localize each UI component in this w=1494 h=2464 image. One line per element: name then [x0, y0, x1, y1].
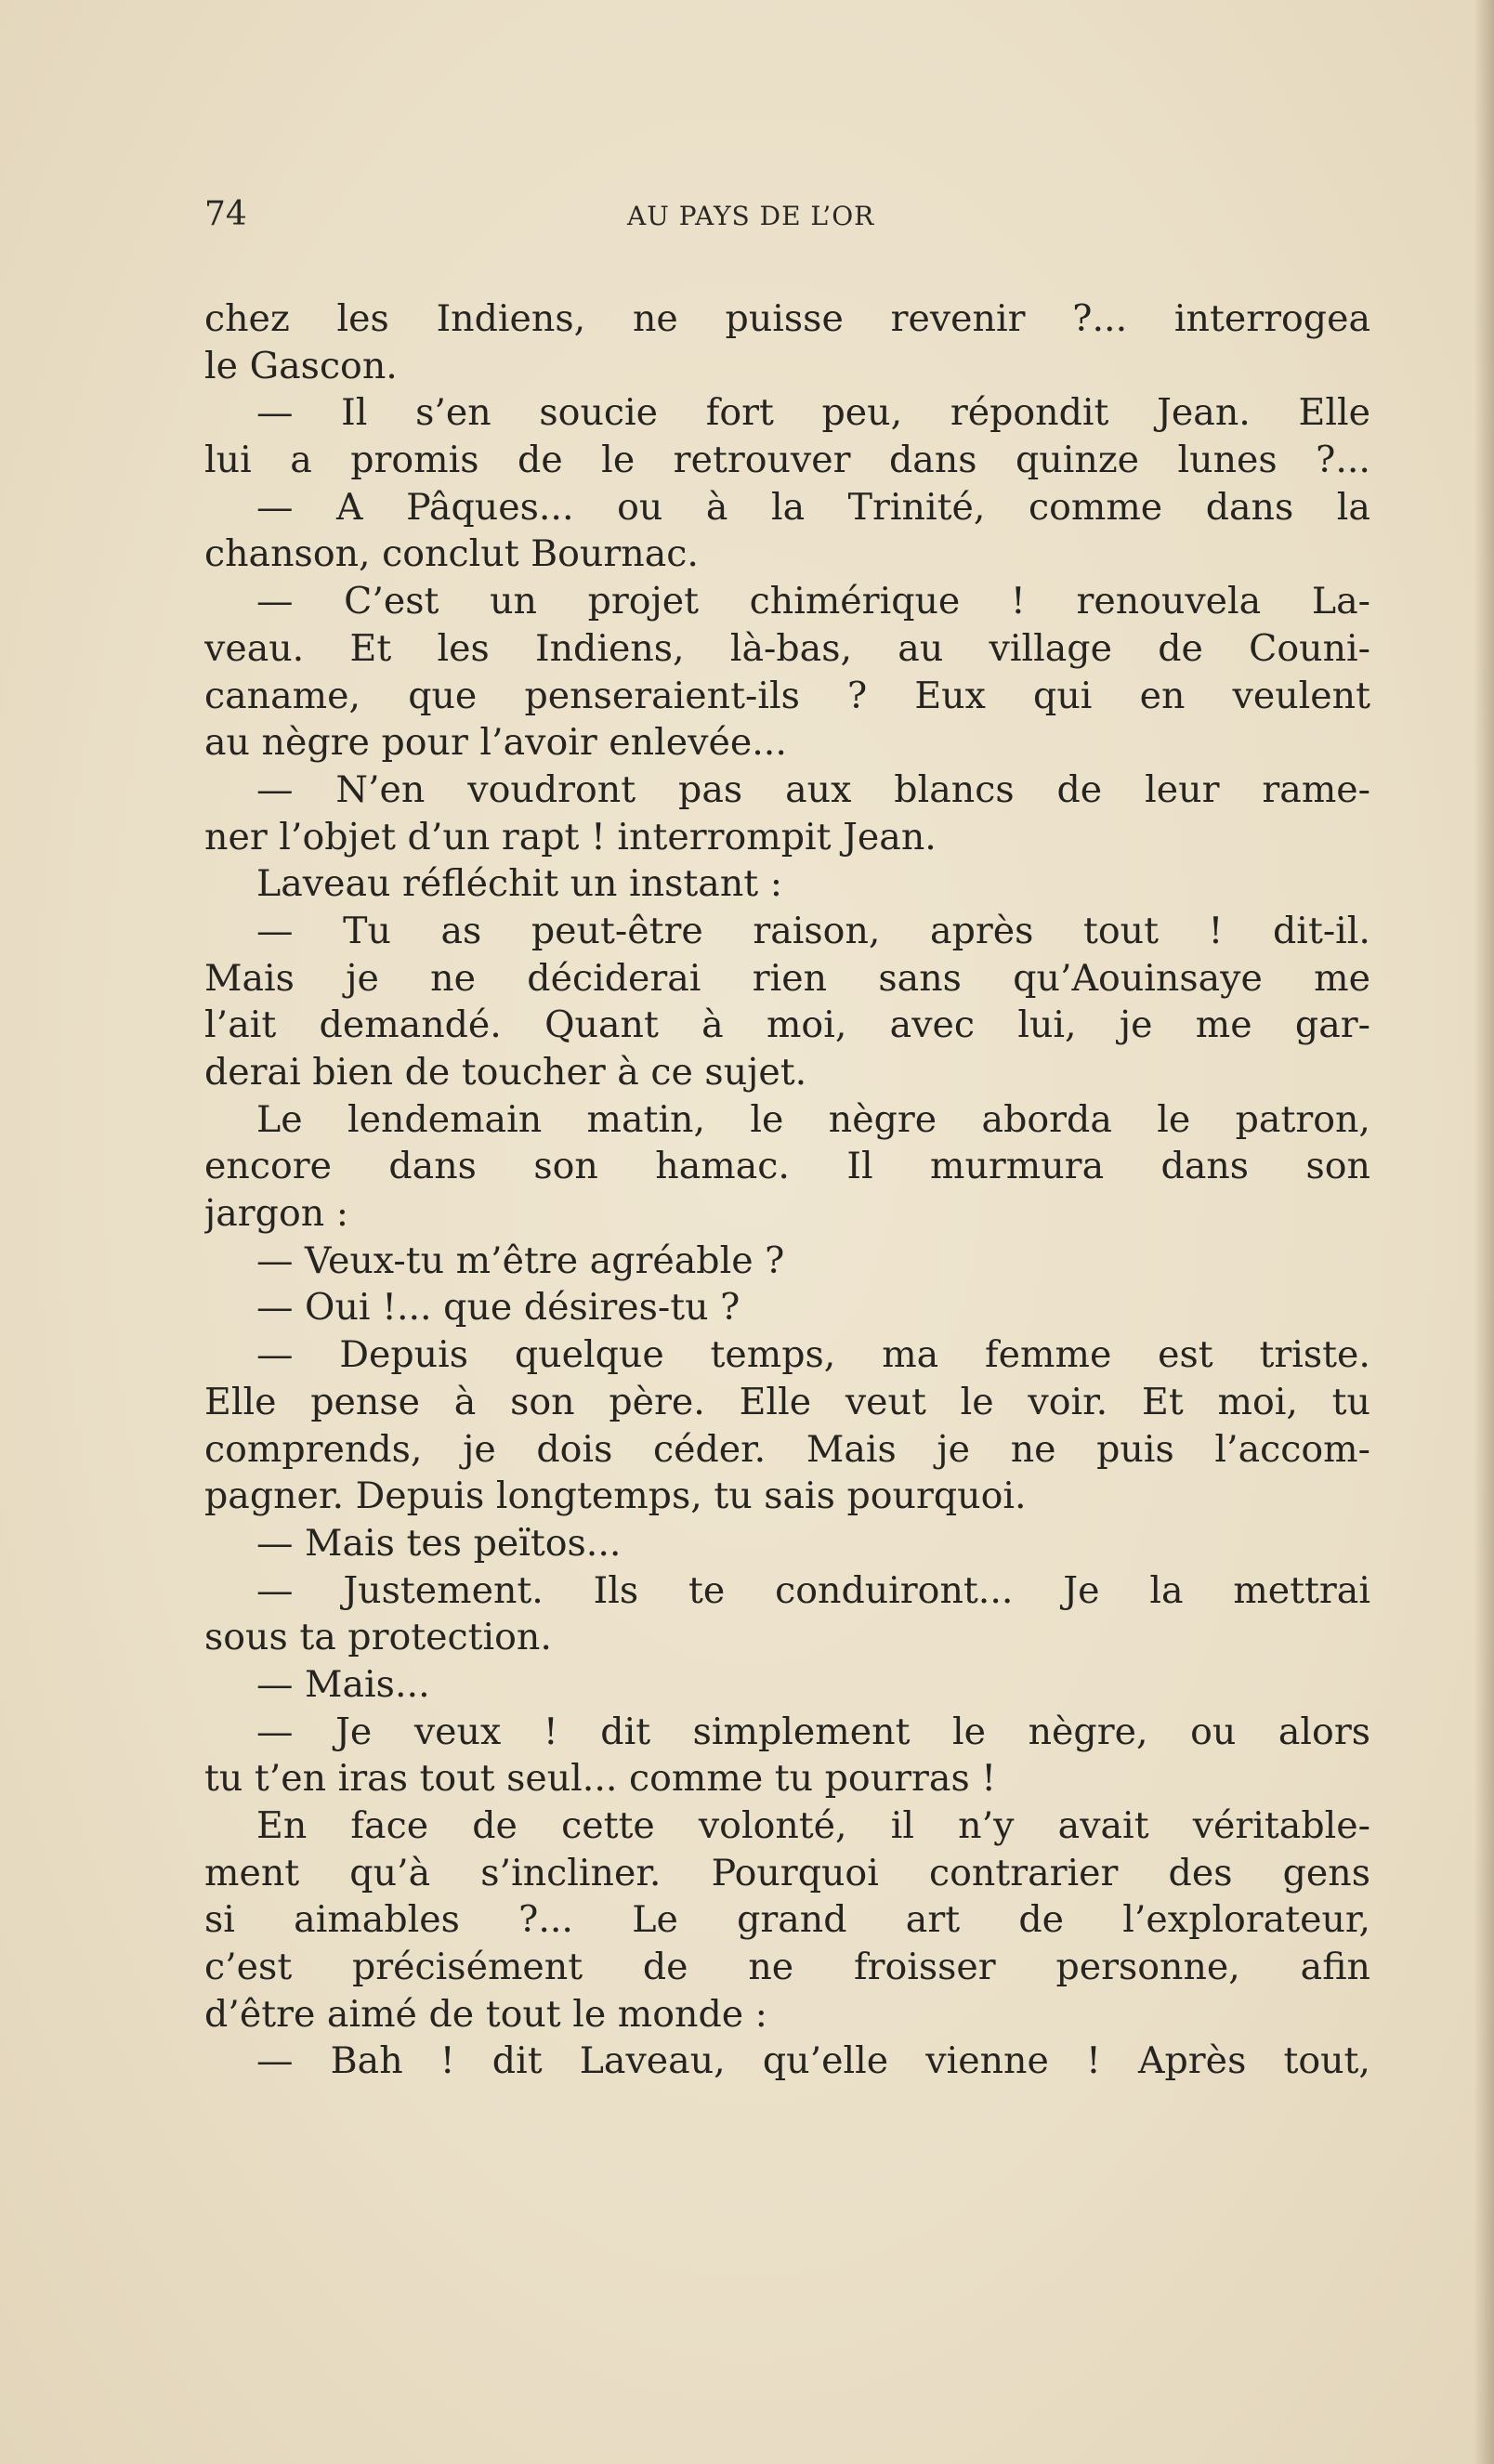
text-line: Mais je ne déciderai rien sans qu’Aouinsaye me [204, 956, 1370, 1000]
text-line: c’est précisément de ne froisser personne, afin [204, 1946, 1370, 1989]
page-number: 74 [204, 195, 247, 233]
text-line: sous ta protection. [204, 1616, 552, 1659]
text-line: — Je veux ! dit simplement le nègre, ou alors [256, 1710, 1370, 1753]
page-header [204, 195, 1375, 242]
text-line: — Mais tes peïtos... [256, 1521, 622, 1565]
text-line: — A Pâques... ou à la Trinité, comme dans la [256, 485, 1370, 529]
body-text [204, 295, 1370, 2085]
text-line: En face de cette volonté, il n’y avait véritable- [256, 1804, 1370, 1847]
text-line: derai bien de toucher à ce sujet. [204, 1051, 807, 1094]
running-title: AU PAYS DE L’OR [627, 201, 875, 231]
text-line: le Gascon. [204, 344, 398, 387]
text-line: encore dans son hamac. Il murmura dans son [204, 1145, 1370, 1188]
text-line: l’ait demandé. Quant à moi, avec lui, je me gar- [204, 1003, 1370, 1047]
text-line: si aimables ?... Le grand art de l’explorateur, [204, 1898, 1370, 1942]
text-line: — C’est un projet chimérique ! renouvela La- [256, 580, 1370, 623]
text-line: tu t’en iras tout seul... comme tu pourras ! [204, 1757, 997, 1801]
text-line: — Tu as peut-être raison, après tout ! dit-il. [256, 909, 1370, 952]
text-line: ner l’objet d’un rapt ! interrompit Jean. [204, 815, 937, 858]
text-line: ment qu’à s’incliner. Pourquoi contrarier des gens [204, 1851, 1370, 1894]
text-line: — Veux-tu m’être agréable ? [256, 1239, 785, 1282]
text-line: Elle pense à son père. Elle veut le voir. Et moi, tu [204, 1380, 1370, 1423]
text-line: au nègre pour l’avoir enlevée... [204, 721, 787, 765]
text-line: jargon : [204, 1192, 349, 1236]
text-line: lui a promis de le retrouver dans quinze lunes ?... [204, 439, 1370, 482]
text-line: — Oui !... que désires-tu ? [256, 1286, 740, 1330]
text-line: d’être aimé de tout le monde : [204, 1992, 767, 2036]
text-line: — N’en voudront pas aux blancs de leur rame- [256, 767, 1370, 811]
text-line: — Depuis quelque temps, ma femme est triste. [256, 1333, 1370, 1377]
text-line: — Justement. Ils te conduiront... Je la mettrai [256, 1568, 1370, 1612]
text-line: — Bah ! dit Laveau, qu’elle vienne ! Après tout, [256, 2039, 1370, 2083]
page-edge-shadow [1474, 0, 1494, 2464]
text-line: chez les Indiens, ne puisse revenir ?... interrogea [204, 297, 1370, 340]
text-line: chanson, conclut Bournac. [204, 532, 699, 576]
text-line: comprends, je dois céder. Mais je ne puis l’accom- [204, 1427, 1370, 1471]
text-line: caname, que penseraient-ils ? Eux qui en veulent [204, 674, 1370, 717]
text-line: — Mais... [256, 1662, 430, 1706]
text-line: — Il s’en soucie fort peu, répondit Jean. Elle [256, 391, 1370, 435]
text-line: Laveau réfléchit un instant : [256, 862, 782, 906]
text-line: veau. Et les Indiens, là-bas, au village de Couni- [204, 626, 1370, 670]
text-line: Le lendemain matin, le nègre aborda le patron, [256, 1097, 1370, 1141]
text-line: pagner. Depuis longtemps, tu sais pourquoi. [204, 1474, 1027, 1518]
